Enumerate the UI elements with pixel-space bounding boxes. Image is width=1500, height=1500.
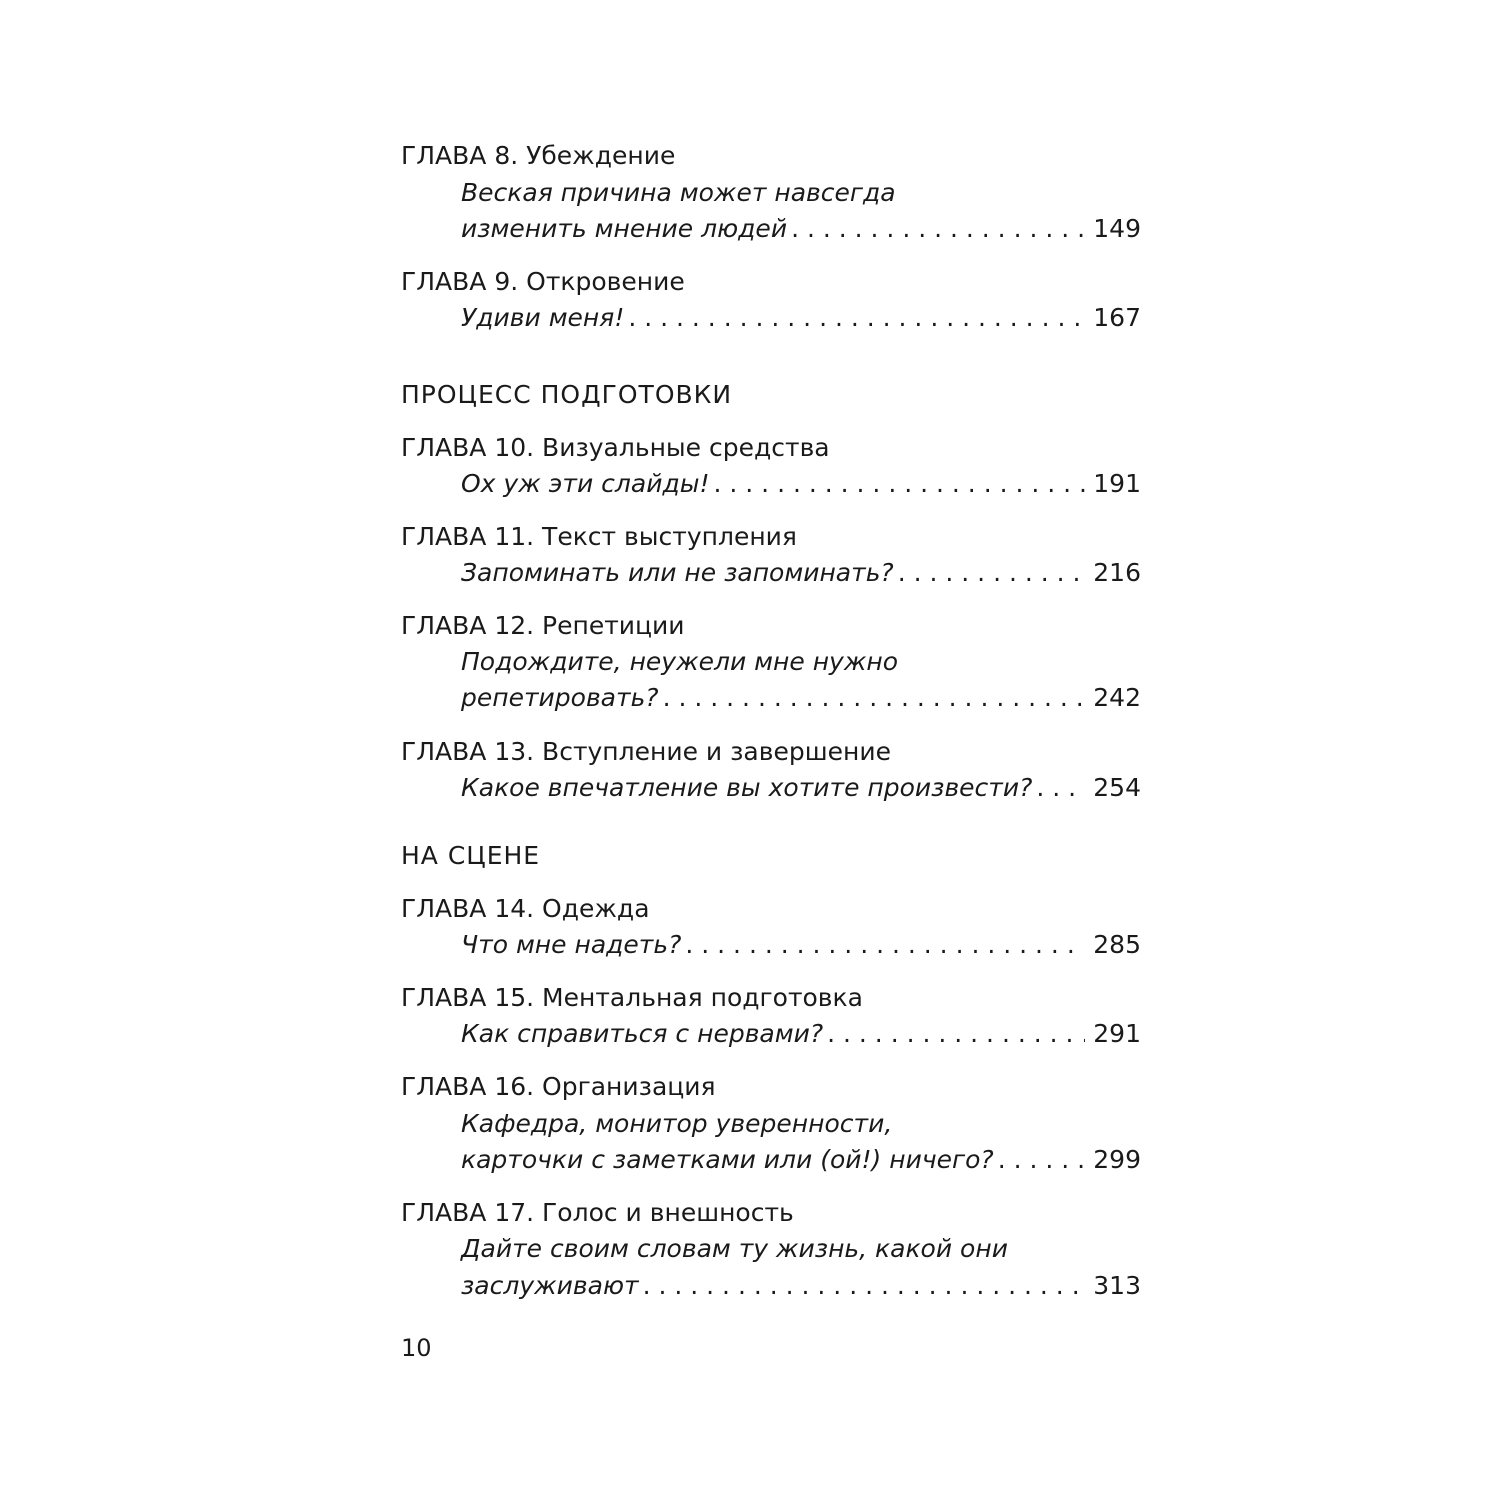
chapter-15-title: ГЛАВА 15. Ментальная подготовка — [401, 983, 863, 1012]
chapter-16-subtitle-line-2: карточки с заметками или (ой!) ничего? — [461, 1145, 994, 1174]
chapter-14-subtitle: Что мне надеть? — [461, 930, 682, 959]
chapter-11-subtitle: Запоминать или не запоминать? — [461, 558, 894, 587]
chapter-12-subtitle-line-1: Подождите, неужели мне нужно — [461, 647, 898, 676]
dot-leader — [714, 466, 1086, 502]
chapter-10-title: ГЛАВА 10. Визуальные средства — [401, 433, 830, 462]
chapter-17-title: ГЛАВА 17. Голос и внешность — [401, 1198, 794, 1227]
dot-leader — [663, 680, 1086, 716]
dot-leader — [898, 555, 1086, 591]
section-heading-preparation: ПРОЦЕСС ПОДГОТОВКИ — [401, 380, 733, 409]
chapter-17-subtitle-line-2: заслуживают — [461, 1271, 639, 1300]
section-heading-on-stage: НА СЦЕНЕ — [401, 841, 541, 870]
chapter-10-page-number: 191 — [1093, 469, 1141, 498]
dot-leader — [998, 1142, 1086, 1178]
chapter-17-page-number: 313 — [1093, 1271, 1141, 1300]
chapter-8-subtitle-line-1: Веская причина может навсегда — [461, 178, 896, 207]
chapter-9-toc-entry — [461, 300, 1141, 336]
dot-leader — [628, 300, 1085, 336]
chapter-12-toc-entry — [461, 680, 1141, 716]
chapter-17-toc-entry — [461, 1268, 1141, 1304]
chapter-10-toc-entry — [461, 466, 1141, 502]
chapter-9-title: ГЛАВА 9. Откровение — [401, 267, 685, 296]
chapter-14-toc-entry — [461, 927, 1141, 963]
chapter-16-toc-entry — [461, 1142, 1141, 1178]
chapter-16-subtitle-line-1: Кафедра, монитор уверенности, — [461, 1109, 893, 1138]
chapter-16-page-number: 299 — [1093, 1145, 1141, 1174]
chapter-9-subtitle: Удиви меня! — [461, 303, 625, 332]
dot-leader — [685, 927, 1085, 963]
dot-leader — [1036, 770, 1085, 806]
dot-leader — [643, 1268, 1086, 1304]
chapter-14-page-number: 285 — [1093, 930, 1141, 959]
chapter-11-title: ГЛАВА 11. Текст выступления — [401, 522, 797, 551]
dot-leader — [827, 1016, 1085, 1052]
chapter-12-subtitle-line-2: репетировать? — [461, 683, 659, 712]
chapter-12-title: ГЛАВА 12. Репетиции — [401, 611, 685, 640]
chapter-9-page-number: 167 — [1093, 303, 1141, 332]
chapter-15-subtitle: Как справиться с нервами? — [461, 1019, 824, 1048]
chapter-14-title: ГЛАВА 14. Одежда — [401, 894, 650, 923]
page-folio-number: 10 — [401, 1334, 432, 1362]
chapter-17-subtitle-line-1: Дайте своим словам ту жизнь, какой они — [461, 1234, 1008, 1263]
chapter-15-toc-entry — [461, 1016, 1141, 1052]
chapter-13-title: ГЛАВА 13. Вступление и завершение — [401, 737, 891, 766]
toc-page — [401, 0, 1141, 1500]
chapter-8-subtitle-line-2: изменить мнение людей — [461, 214, 788, 243]
chapter-11-page-number: 216 — [1093, 558, 1141, 587]
chapter-15-page-number: 291 — [1093, 1019, 1141, 1048]
chapter-12-page-number: 242 — [1093, 683, 1141, 712]
chapter-16-title: ГЛАВА 16. Организация — [401, 1072, 716, 1101]
chapter-11-toc-entry — [461, 555, 1141, 591]
chapter-10-subtitle: Ох уж эти слайды! — [461, 469, 710, 498]
chapter-13-page-number: 254 — [1093, 773, 1141, 802]
chapter-8-page-number: 149 — [1093, 214, 1141, 243]
chapter-8-title: ГЛАВА 8. Убеждение — [401, 141, 676, 170]
chapter-8-toc-entry — [461, 211, 1141, 247]
chapter-13-toc-entry — [461, 770, 1141, 806]
dot-leader — [791, 211, 1085, 247]
chapter-13-subtitle: Какое впечатление вы хотите произвести? — [461, 773, 1033, 802]
